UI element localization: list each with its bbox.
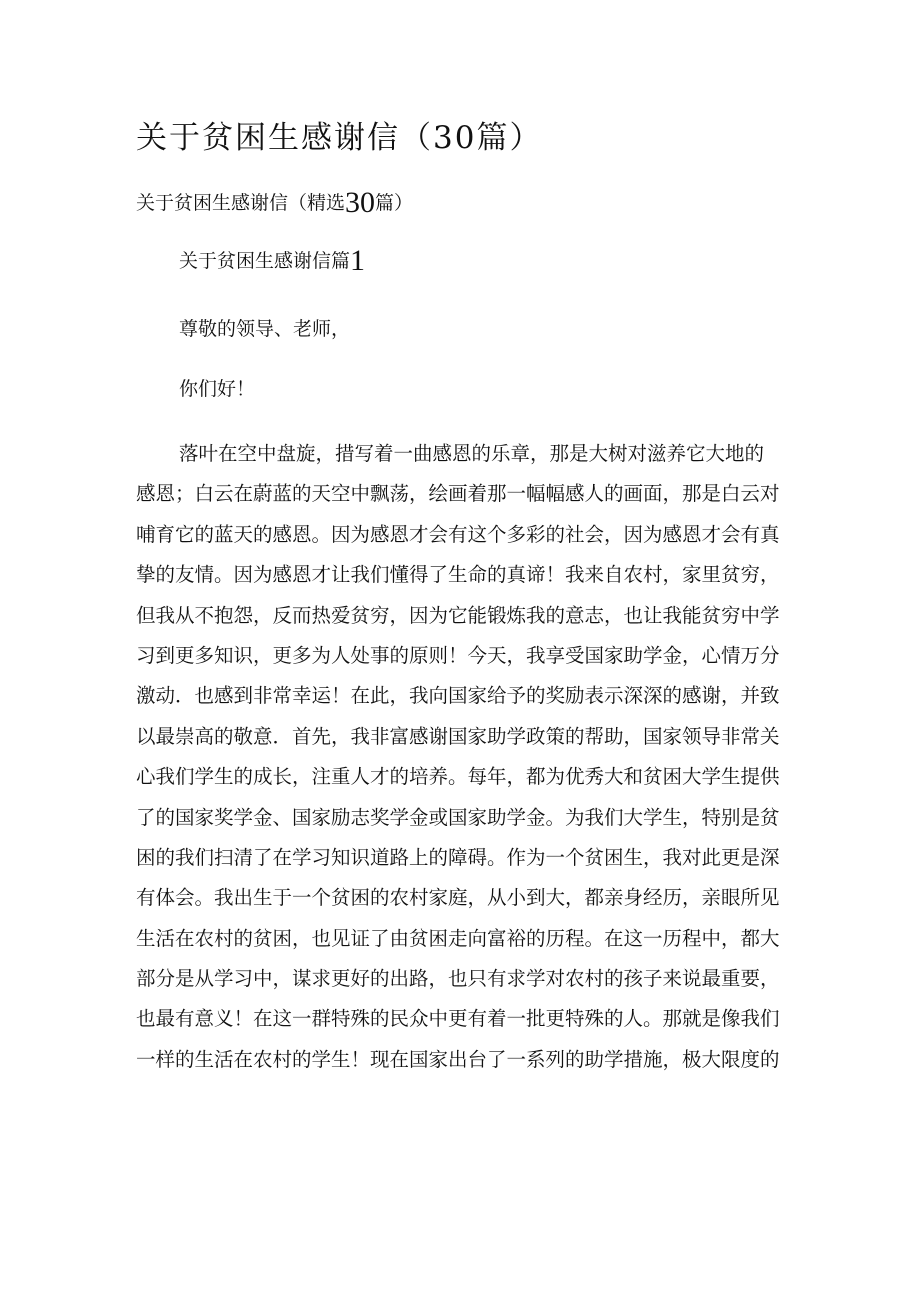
body-line: 了的国家奖学金、国家励志奖学金或国家助学金。为我们大学生，特别是贫 [136,805,780,829]
section-heading [179,244,365,278]
body-line: 感恩；白云在蔚蓝的天空中飘荡，绘画着那一幅幅感人的画面，那是白云对 [136,482,780,506]
section-heading-number: 1 [350,244,366,277]
subtitle-suffix: 篇） [375,192,414,214]
body-line: 习到更多知识，更多为人处事的原则！今天，我享受国家助学金，心情万分 [136,643,780,667]
document-subtitle [136,186,413,220]
letter-salutation: 尊敬的领导、老师， [179,318,351,340]
body-line: 心我们学生的成长，注重人才的培养。每年，都为优秀大和贫困大学生提供 [136,765,780,789]
section-heading-prefix: 关于贫困生感谢信篇 [179,250,351,272]
letter-greeting: 你们好！ [179,378,256,400]
letter-body [136,434,796,1080]
body-line: 落叶在空中盘旋，措写着一曲感恩的乐章，那是大树对滋养它大地的 [179,442,765,465]
body-line: 挚的友情。因为感恩才让我们懂得了生命的真谛！我来自农村，家里贫穷， [136,563,780,587]
body-line: 但我从不抱怨，反而热爱贫穷，因为它能锻炼我的意志，也让我能贫穷中学 [136,603,780,627]
document-title: 关于贫困生感谢信（30篇） [136,120,543,156]
body-line: 哺育它的蓝天的感恩。因为感恩才会有这个多彩的社会，因为感恩才会有真 [136,522,780,546]
body-line: 生活在农村的贫困，也见证了由贫困走向富裕的历程。在这一历程中，都大 [136,926,780,950]
subtitle-number: 30 [345,186,376,219]
body-line: 激动．也感到非常幸运！在此，我向国家给予的奖励表示深深的感谢，并致 [136,684,780,708]
subtitle-prefix: 关于贫困生感谢信（精选 [136,192,346,214]
body-line: 一样的生活在农村的学生！现在国家出台了一系列的助学措施，极大限度的 [136,1047,780,1071]
body-line: 部分是从学习中，谋求更好的出路，也只有求学对农村的孩子来说最重要， [136,967,780,991]
body-line: 也最有意义！在这一群特殊的民众中更有着一批更特殊的人。那就是像我们 [136,1007,780,1031]
body-line: 困的我们扫清了在学习知识道路上的障碍。作为一个贫困生，我对此更是深 [136,845,780,869]
body-line: 有体会。我出生于一个贫困的农村家庭，从小到大，都亲身经历，亲眼所见 [136,886,780,910]
body-line: 以最崇高的敬意．首先，我非富感谢国家助学政策的帮助，国家领导非常关 [136,724,780,748]
